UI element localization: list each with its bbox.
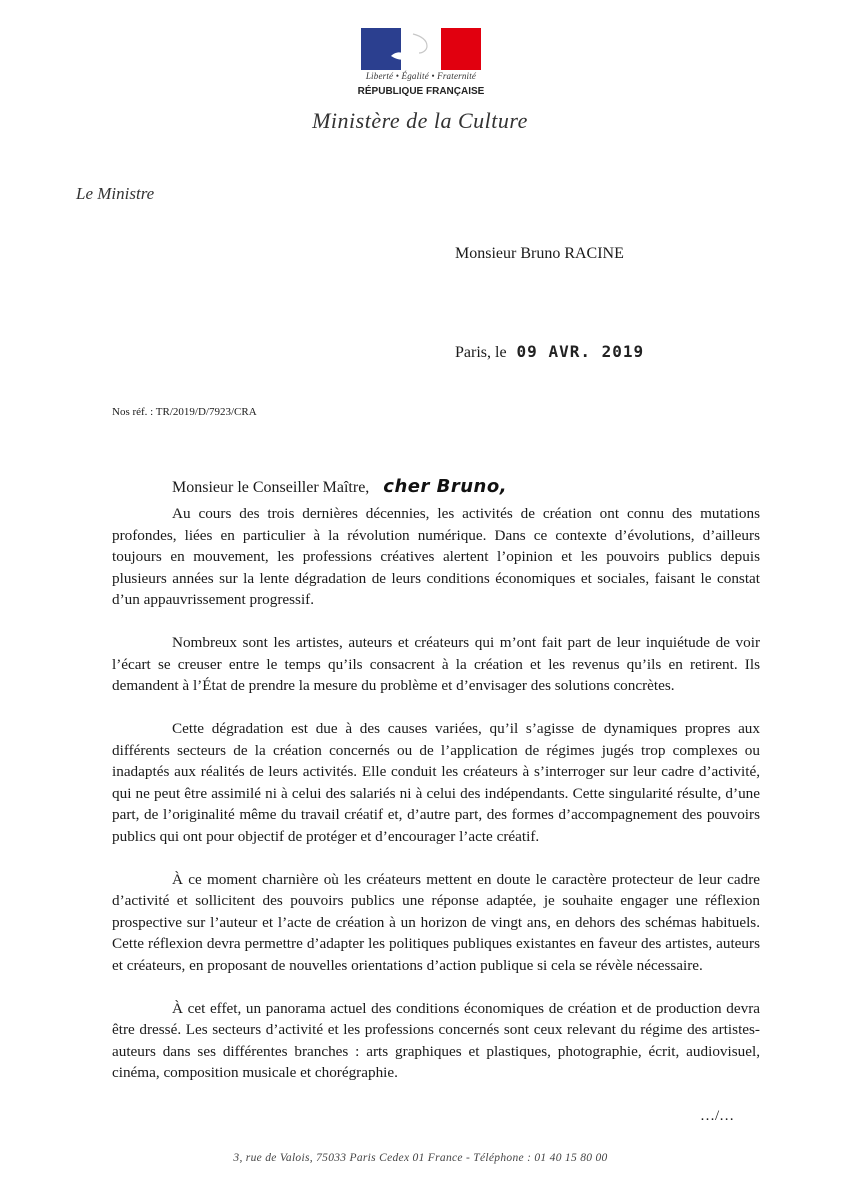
continuation-mark: …/… xyxy=(700,1108,735,1124)
marianne-logo xyxy=(361,28,481,70)
sender-title: Le Ministre xyxy=(76,184,155,203)
republic-motto: Liberté • Égalité • Fraternité xyxy=(365,71,477,81)
letter-body xyxy=(112,503,760,1105)
date-prefix: Paris, le xyxy=(455,344,507,361)
ministry-name: Ministère de la Culture xyxy=(312,108,528,133)
date-line xyxy=(455,342,644,362)
handwritten-greeting: cher Bruno, xyxy=(383,476,508,497)
republique-francaise: RÉPUBLIQUE FRANÇAISE xyxy=(357,86,485,97)
salutation xyxy=(172,476,507,497)
salutation-text: Monsieur le Conseiller Maître, xyxy=(172,479,370,496)
paragraph-2: Nombreux sont les artistes, auteurs et créateurs qui m’ont fait part de leur inquiétude de voir l’écart se creuser entre le temps qu’ils consacrent à la création et les revenus qu’ils en retirent. Ils demandent à l’État de prendre la mesure du problème et d’envisager des solutions concrètes. xyxy=(112,634,760,694)
date-stamp: 09 AVR. 2019 xyxy=(516,342,645,361)
paragraph-5: À cet effet, un panorama actuel des conditions économiques de création et de production devra être dressé. Les secteurs d’activité et les professions concernés sont ceux relevant du régime des artistes-auteurs dans ses différentes branches : arts graphiques et plastiques, photographie, écrit, audiovisuel, cinéma, composition musicale et chorégraphie. xyxy=(112,999,760,1081)
paragraph-3: Cette dégradation est due à des causes variées, qu’il s’agisse de dynamiques propres aux différents secteurs de la création concernés ou de l’application de régimes jugés trop complexes ou inadaptés aux réalités de leurs activités. Elle conduit les créateurs à s’interroger sur leur cadre d’activité, qui ne peut être assimilé ni à celui des salariés ni à celui des indépendants. Cette singularité résulte, d’une part, de l’originalité même du travail créatif et, d’autre part, des formes d’accompagnement des pouvoirs publics qui ont pour objectif de protéger et d’encourager l’acte créatif. xyxy=(112,720,760,845)
footer-address: 3, rue de Valois, 75033 Paris Cedex 01 France - Téléphone : 01 40 15 80 00 xyxy=(233,1152,608,1164)
paragraph-4: À ce moment charnière où les créateurs mettent en doute le caractère protecteur de leur cadre d’activité et sollicitent des pouvoirs publics une réponse adaptée, je souhaite engager une réflexion prospective sur l’auteur et l’acte de création à un horizon de vingt ans, en dehors des schémas habituels. Cette réflexion devra permettre d’adapter les politiques publiques existantes en faveur des artistes, auteurs et créateurs, en proposant de nouvelles orientations d’action publique si cela se révèle nécessaire. xyxy=(112,870,760,974)
recipient-name: Monsieur Bruno RACINE xyxy=(455,245,624,262)
reference-number: Nos réf. : TR/2019/D/7923/CRA xyxy=(112,406,257,418)
paragraph-1: Au cours des trois dernières décennies, les activités de création ont connu des mutations profondes, liées en particulier à la révolution numérique. Dans ce contexte d’évolutions, d’ailleurs toujours en mouvement, les professions créatives alertent l’opinion et les pouvoirs publics depuis plusieurs années sur la lente dégradation de leurs conditions économiques et sociales, faisant le constat d’un appauvrissement progressif. xyxy=(112,505,760,608)
